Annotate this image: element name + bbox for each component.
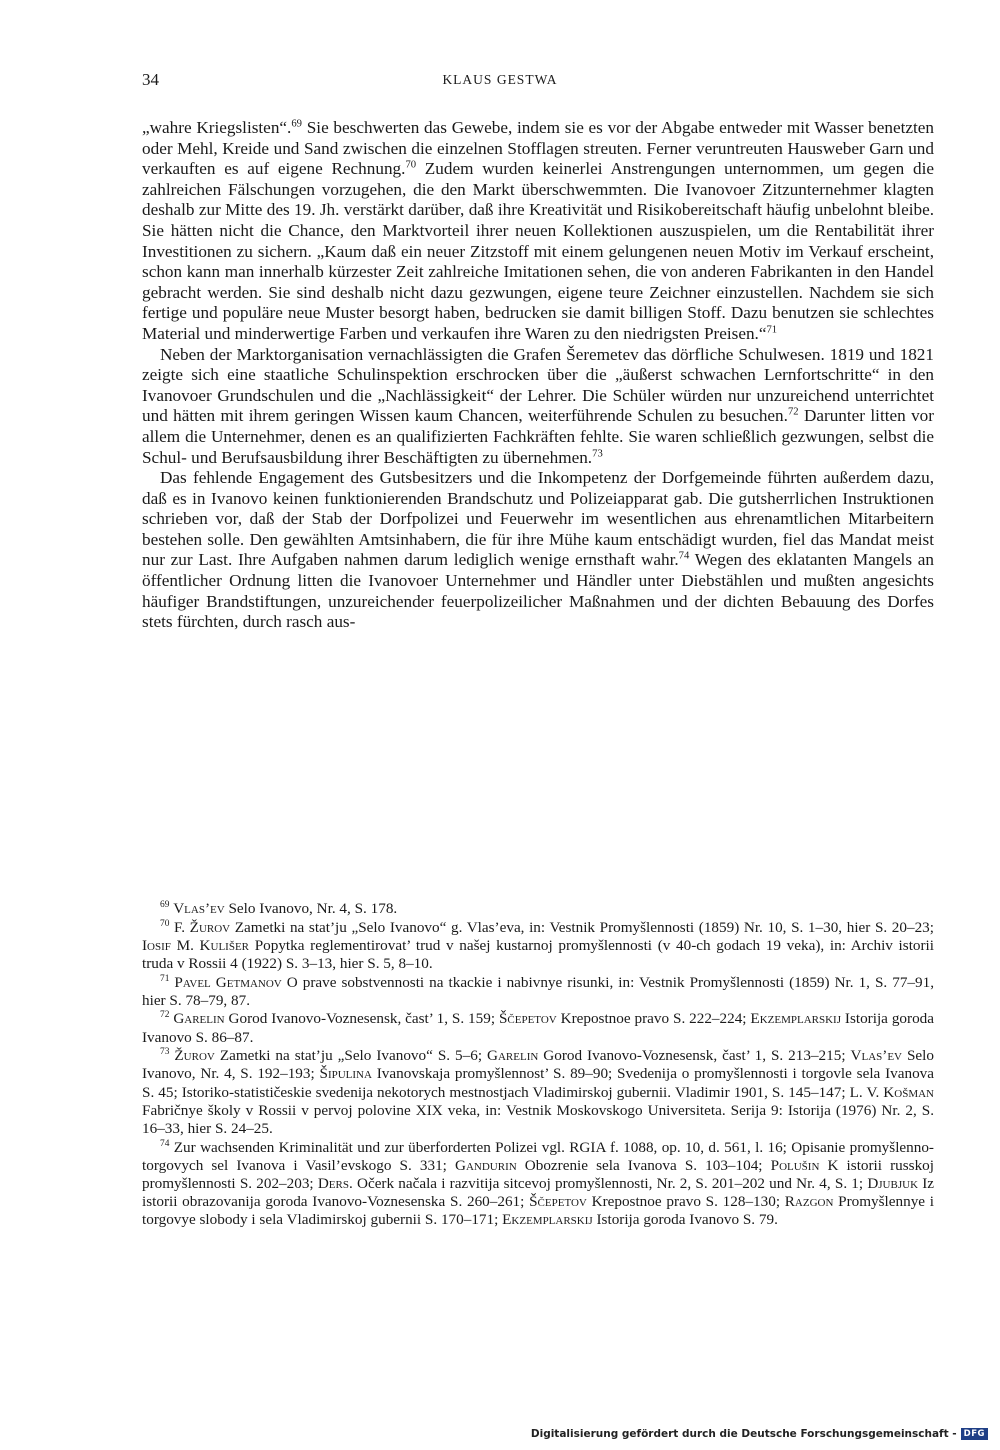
page-number: 34 <box>142 70 159 89</box>
author-name: Pavel Getmanov <box>174 973 282 991</box>
author-name: Iosif M. Kulišer <box>142 936 250 954</box>
footnote-text: Ivanovskaja promyšlennost’ S. 89–90; Svedenija o promyšlennosti i torgovle sela Ivanova S. 45; Istoriko-statističeskie svedenija nekotorych mestnostjach Vladimirskoj gubernii. Vladimir 1901, S. 145–147; L. V. <box>142 1065 934 1101</box>
body-text <box>142 118 934 633</box>
paragraph-1 <box>142 118 934 345</box>
footnote-70 <box>142 919 934 974</box>
running-head: KLAUS GESTWA <box>442 72 558 87</box>
footnote-ref: 71 <box>766 324 778 336</box>
author-name: Žurov <box>189 918 231 936</box>
footnote-text: Selo Ivanovo, Nr. 4, S. 178. <box>224 900 398 917</box>
author-name: Žurov <box>174 1047 215 1065</box>
text-segment: Neben der Marktorganisation vernachlässigten die Grafen Šeremetev das dörfliche Schulwesen. 1819 und 1821 zeigte sich eine staatliche Schulinspektion erschrocken über die „äußerst schwachen Lernfortschritte“ in den Ivanovoer Grundschulen und die „Nachlässigkeit“ der Lehrer. Die Schüler würden nur unzureichend unterrichtet und hätten mit ihrem geringen Wissen kaum Chancen, weiterführende Schulen zu besuchen. <box>142 344 934 426</box>
footnote-text: O prave sobstvennosti na tkackie i nabivnye risunki, in: Vestnik Promyšlennosti (1859) Nr. 1, S. 77–91, hier S. 78–79, 87. <box>142 973 934 1009</box>
text-segment: Das fehlende Engagement des Gutsbesitzers und die Inkompetenz der Dorfgemeinde führten außerdem dazu, daß es in Ivanovo keinen funktionierenden Brandschutz und Polizeiapparat gab. Die gutsherrlichen Instruktionen schrieben vor, daß der Stab der Dorfpolizei und Feuerwehr im wesentlichen aus ehrenamtlichen Mitarbeitern bestehen solle. Den gewählten Amtsinhabern, die für ihre Mühe kaum entschädigt wurden, fiel das Mandat meist nur zur Last. Ihre Aufgaben nahmen darum lediglich wenige ernsthaft wahr. <box>142 468 934 570</box>
footnote-text: Selo Ivanovo, Nr. 4, S. 192–193; <box>142 1047 934 1083</box>
footnote-number: 72 <box>160 1010 170 1021</box>
footnote-text: Istorija goroda Ivanovo S. 86–87. <box>142 1010 934 1046</box>
footnote-number: 73 <box>160 1047 170 1058</box>
author-name: Garelin <box>487 1047 539 1065</box>
footnote-text: Iz istorii obrazovanija goroda Ivanovo-Voznesenska S. 260–261; <box>142 1175 935 1211</box>
author-name: Razgon <box>784 1193 834 1211</box>
digitization-note: Digitalisierung gefördert durch die Deutsche Forschungsgemeinschaft - <box>530 1428 957 1440</box>
footnote-number: 69 <box>160 899 170 910</box>
text-segment: Darunter litten vor allem die Unternehmer, denen es an qualifizierten Fachkräften fehlte. Sie waren schließlich gezwungen, selbst die Schul- und Berufsausbildung ihrer Beschäftigten zu übernehmen. <box>142 406 934 467</box>
author-name: Polušin <box>770 1156 820 1174</box>
author-name: Vlas’ev <box>173 900 225 917</box>
text-segment: Sie beschwerten das Gewebe, indem sie es vor der Abgabe entweder mit Wasser benetzten oder Mehl, Kreide und Sand zwischen die einzelnen Stofflagen streuten. Ferner veruntreuten Hausweber Garn und verkauften es auf eigene Rechnung. <box>142 118 934 179</box>
footnote-number: 70 <box>160 918 170 929</box>
footnote-text: Istorija goroda Ivanovo S. 79. <box>592 1211 778 1229</box>
footnote-ref: 72 <box>787 406 799 418</box>
author-name: Vlas’ev <box>850 1047 903 1065</box>
footnote-text: Očerk načala i razvitija sitcevoj promyšlennosti, Nr. 2, S. 201–202 und Nr. 4, S. 1; <box>352 1175 868 1192</box>
digitization-banner <box>531 1428 988 1440</box>
text-segment: „wahre Kriegslisten“. <box>142 118 292 137</box>
footnote-72 <box>142 1010 934 1046</box>
author-name: Djubjuk <box>867 1175 919 1192</box>
dfg-logo: DFG <box>961 1428 988 1440</box>
footnote-71 <box>142 974 934 1010</box>
footnote-73 <box>142 1047 934 1138</box>
text-segment: Zudem wurden keinerlei Anstrengungen unternommen, um gegen die zahlreichen Fälschungen vorzugehen, die den Markt überschwemmten. Die Ivanovoer Zitzunternehmer klagten deshalb zur Mitte des 19. Jh. verstärkt darüber, daß ihre Kreativität und Risikobereitschaft häufig unbelohnt bleibe. Sie hätten nicht die Chance, den Marktvorteil ihrer neuen Kollektionen auszuspielen, um die Rentabilität ihrer Investitionen zu sichern. „Kaum daß ein neuer Zitzstoff mit einem gelungenen neuen Motiv im Verkauf erscheint, schon kann man innerhalb kürzester Zeit zahlreiche Imitationen sehen, die von anderen Fabrikanten in den Handel gebracht werden. Sie sind deshalb nicht dazu gezwungen, eigene teure Zeichner einzustellen. Nachdem sie sich fertige und populäre neue Muster besorgt haben, bedrucken sie damit billigen Stoff. Dazu benutzen sie schlechtes Material und minderwertige Farben und verkaufen ihre Waren zu den niedrigsten Preisen.“ <box>142 159 934 343</box>
footnote-ref: 70 <box>405 159 417 171</box>
footnote-text: Zametki na stat’ju „Selo Ivanovo“ g. Vlas’eva, in: Vestnik Promyšlennosti (1859) Nr. 10, S. 1–30, hier S. 20–23; <box>230 918 934 936</box>
author-name: Ekzemplarskij <box>750 1010 841 1028</box>
footnote-text: F. <box>169 918 190 936</box>
footnote-ref: 74 <box>678 550 690 562</box>
footnote-text: Fabričnye školy v Rossii v pervoj polovine XIX veka, in: Vestnik Moskovskogo Universiteta. Serija 9: Istorija (1976) Nr. 2, S. 16–33, hier S. 24–25. <box>142 1101 934 1137</box>
footnote-number: 71 <box>160 973 170 984</box>
author-name: Šipulina <box>319 1065 372 1083</box>
paragraph-2 <box>142 345 934 469</box>
footnotes <box>142 900 934 1230</box>
text-segment: Wegen des eklatanten Mangels an öffentlicher Ordnung litten die Ivanovoer Unternehmer und Händler unter Diebstählen und mußten angesichts häufiger Brandstiftungen, unzureichender feuerpolizeilicher Maßnahmen und der dichten Bebauung des Dorfes stets fürchten, durch rasch aus- <box>142 550 934 632</box>
footnote-69 <box>142 900 934 918</box>
author-name: Ščepetov <box>498 1010 557 1028</box>
footnote-ref: 73 <box>592 447 603 459</box>
author-name: Ekzemplarskij <box>502 1211 593 1229</box>
footnote-text: Krepostnoe pravo S. 128–130; <box>586 1193 785 1211</box>
footnote-text: Promyšlennye i torgovye slobody i sela Vladimirskoj gubernii S. 170–171; <box>142 1193 935 1229</box>
author-name: Košman <box>883 1083 934 1101</box>
footnote-text: Krepostnoe pravo S. 222–224; <box>556 1010 751 1028</box>
footnote-text: K istorii russkoj promyšlennosti S. 202–203; <box>142 1156 934 1192</box>
author-name: Gandurin <box>454 1156 517 1174</box>
footnote-text: Obozrenie sela Ivanova S. 103–104; <box>516 1156 771 1174</box>
author-name: Garelin <box>173 1010 225 1028</box>
footnote-ref: 69 <box>291 118 302 130</box>
footnote-74 <box>142 1139 934 1230</box>
footnote-text: Gorod Ivanovo-Voznesensk, čast’ 1, S. 213–215; <box>538 1047 851 1065</box>
footnote-text: Zur wachsenden Kriminalität und zur überforderten Polizei vgl. RGIA f. 1088, op. 10, d. 561, l. 16; Opisanie promyšlenno-torgovych sel Ivanova i Vasil’evskogo S. 331; <box>142 1138 934 1174</box>
paragraph-3 <box>142 468 934 633</box>
footnote-text: Zametki na stat’ju „Selo Ivanovo“ S. 5–6; <box>214 1047 488 1065</box>
footnote-text: Gorod Ivanovo-Voznesensk, čast’ 1, S. 159; <box>224 1010 499 1028</box>
author-name: Ders. <box>317 1175 353 1192</box>
footnote-text: Popytka reglementirovat’ trud v našej kustarnoj promyšlennosti (v 40-ch godach 19 veka), in: Archiv istorii truda v Rossii 4 (1922) S. 3–13, hier S. 5, 8–10. <box>142 936 934 972</box>
footnote-number: 74 <box>160 1138 170 1149</box>
author-name: Ščepetov <box>529 1193 587 1211</box>
